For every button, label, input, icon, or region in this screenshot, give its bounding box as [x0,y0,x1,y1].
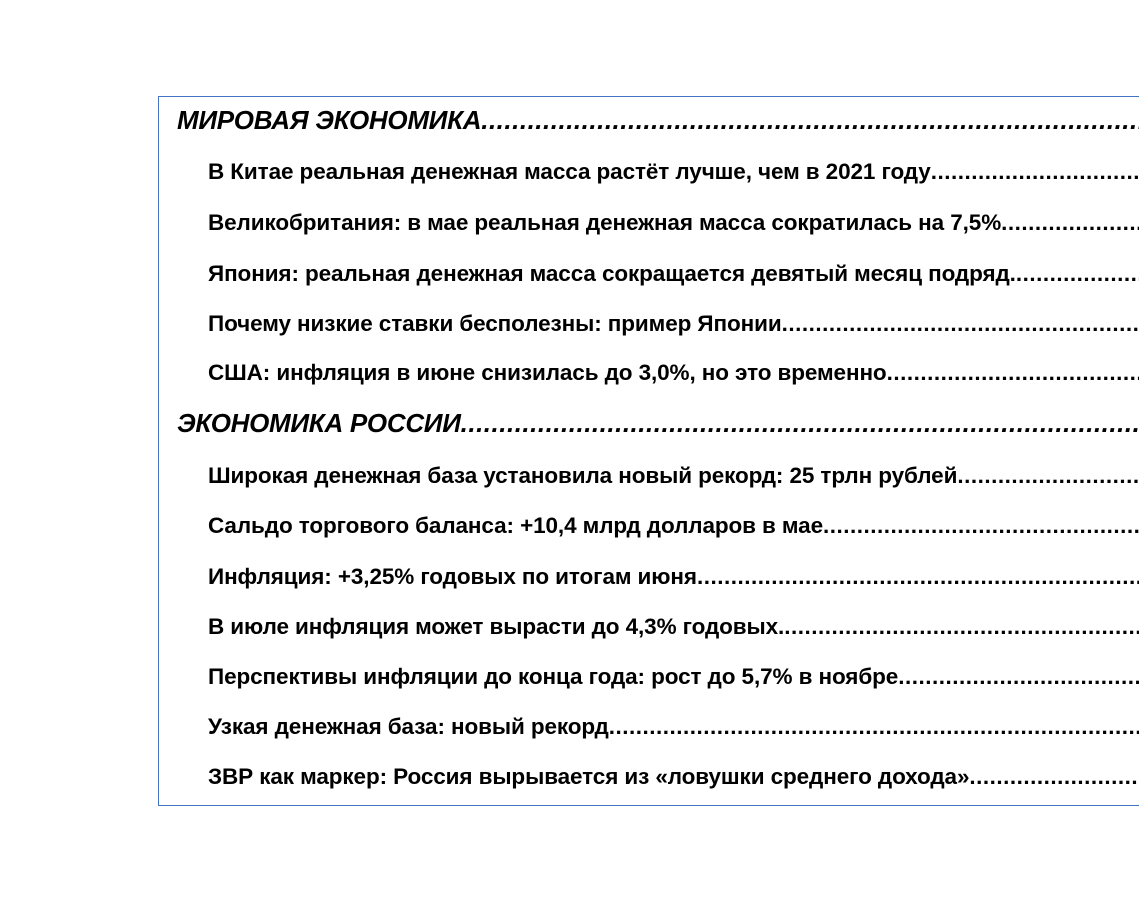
toc-item-title: Сальдо торгового баланса: +10,4 млрд долларов в мае [208,513,824,538]
toc-item-title: Почему низкие ставки бесполезны: пример Японии [208,311,782,336]
toc-item-title: В Китае реальная денежная масса растёт лучше, чем в 2021 году [208,159,931,184]
toc-item-title: США: инфляция в июне снизилась до 3,0%, но это временно [208,360,887,385]
toc-item-title: Инфляция: +3,25% годовых по итогам июня [208,564,697,589]
toc-item-inflation-june[interactable] [159,557,1139,597]
toc-section-russia-economy[interactable] [159,403,1139,443]
toc-item-broad-money-base[interactable] [159,456,1139,496]
toc-item-trade-balance[interactable] [159,506,1139,546]
toc-item-inflation-outlook[interactable] [159,657,1139,697]
toc-item-title: Перспективы инфляции до конца года: рост до 5,7% в ноябре [208,664,899,689]
toc-item-title: Япония: реальная денежная масса сокращается девятый месяц подряд. [208,261,1016,286]
toc-item-inflation-july[interactable] [159,607,1139,647]
toc-dot-leader [609,714,1139,740]
toc-item-japan-money-supply[interactable] [159,254,1139,294]
toc-dot-leader [957,463,1139,489]
toc-dot-leader [481,105,1139,136]
toc-section-world-economy[interactable] [159,100,1139,140]
toc-item-narrow-money-base[interactable] [159,707,1139,747]
toc-dot-leader [823,513,1139,539]
toc-item-title: ЗВР как маркер: Россия вырывается из «ловушки среднего дохода» [208,764,970,789]
toc-item-title: Широкая денежная база установила новый рекорд: 25 трлн рублей [208,463,958,488]
toc-item-title: В июле инфляция может вырасти до 4,3% годовых. [208,614,785,639]
toc-item-title: Узкая денежная база: новый рекорд [208,714,609,739]
toc-dot-leader [898,664,1139,690]
toc-dot-leader [931,159,1139,185]
toc-item-low-rates-japan[interactable] [159,304,1139,344]
toc-item-usa-inflation[interactable] [159,353,1139,393]
toc-item-uk-money-supply[interactable] [159,203,1139,243]
toc-item-title: Великобритания: в мае реальная денежная масса сократилась на 7,5% [208,210,1002,235]
toc-item-china-money-supply[interactable] [159,152,1139,192]
toc-dot-leader [697,564,1139,590]
toc-dot-leader [969,764,1139,790]
toc-dot-leader [784,614,1139,640]
toc-section-title: ЭКОНОМИКА РОССИИ [177,407,461,438]
toc-item-reserves-marker[interactable] [159,757,1139,797]
toc-dot-leader [887,360,1139,386]
toc-dot-leader [782,311,1139,337]
toc-section-title: МИРОВАЯ ЭКОНОМИКА [177,104,482,135]
toc-dot-leader [1001,210,1139,236]
toc-dot-leader [461,408,1139,439]
table-of-contents [158,96,1139,806]
toc-dot-leader [1016,261,1139,287]
